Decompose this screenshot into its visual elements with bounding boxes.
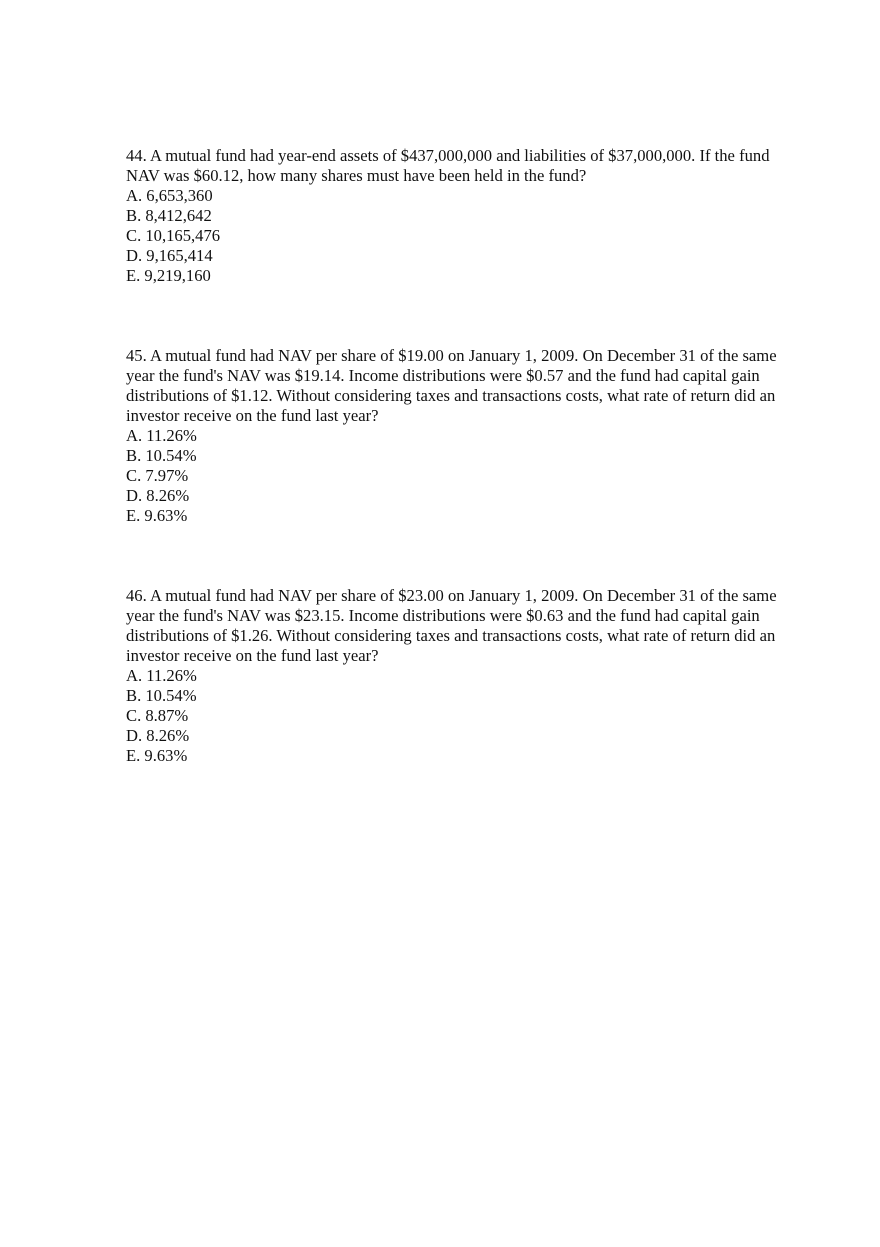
question-44-option-c: C. 10,165,476 <box>126 226 221 245</box>
question-44-options <box>126 186 786 286</box>
question-45-option-d: D. 8.26% <box>126 486 190 505</box>
question-46-option-b: B. 10.54% <box>126 686 197 705</box>
question-46-option-c: C. 8.87% <box>126 706 189 725</box>
question-45-option-b: B. 10.54% <box>126 446 197 465</box>
question-44-stem: 44. A mutual fund had year-end assets of $437,000,000 and liabilities of $37,000,000. If the fund NAV was $60.12, how many shares must have been held in the fund? <box>126 146 770 185</box>
question-44-option-a: A. 6,653,360 <box>126 186 213 205</box>
question-45-option-c: C. 7.97% <box>126 466 189 485</box>
question-46-stem: 46. A mutual fund had NAV per share of $23.00 on January 1, 2009. On December 31 of the same year the fund's NAV was $23.15. Income distributions were $0.63 and the fund had capital gain distributions of $1.26. Without considering taxes and transactions costs, what rate of return did an investor receive on the fund last year? <box>126 586 777 665</box>
question-46-option-a: A. 11.26% <box>126 666 197 685</box>
question-45 <box>126 346 786 526</box>
question-45-stem: 45. A mutual fund had NAV per share of $19.00 on January 1, 2009. On December 31 of the same year the fund's NAV was $19.14. Income distributions were $0.57 and the fund had capital gain distributions of $1.12. Without considering taxes and transactions costs, what rate of return did an investor receive on the fund last year? <box>126 346 777 425</box>
question-45-options <box>126 426 786 526</box>
question-46-options <box>126 666 786 766</box>
question-44-option-d: D. 9,165,414 <box>126 246 213 265</box>
question-44 <box>126 146 786 286</box>
question-45-option-a: A. 11.26% <box>126 426 197 445</box>
question-46-option-d: D. 8.26% <box>126 726 190 745</box>
question-44-option-e: E. 9,219,160 <box>126 266 211 285</box>
question-46-option-e: E. 9.63% <box>126 746 188 765</box>
question-44-option-b: B. 8,412,642 <box>126 206 212 225</box>
question-46 <box>126 586 786 766</box>
question-45-option-e: E. 9.63% <box>126 506 188 525</box>
